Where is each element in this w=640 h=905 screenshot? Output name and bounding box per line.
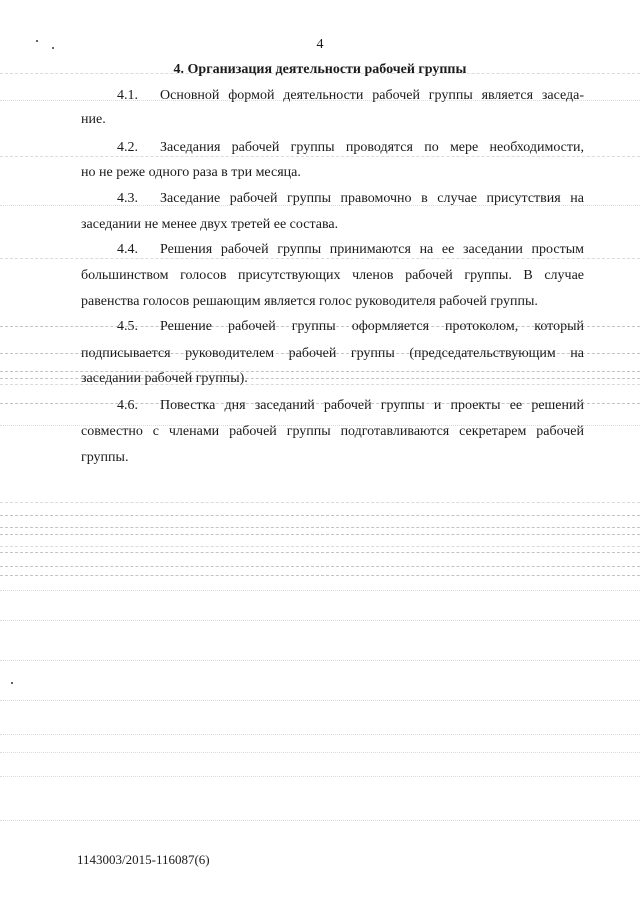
paragraph-line: подписывается руководителем рабочей группы (председательствующим на — [81, 346, 584, 361]
scan-artifact-line — [0, 590, 640, 591]
paragraph-line: Заседания рабочей группы проводятся по мере необходимости, — [160, 140, 584, 155]
scan-artifact-line — [0, 546, 640, 547]
scan-artifact-line — [0, 575, 640, 576]
scan-artifact-line — [0, 527, 640, 528]
scan-artifact-line — [0, 660, 640, 661]
paragraph-line: группы. — [81, 450, 129, 465]
scan-artifact-line — [0, 752, 640, 753]
item-number: 4.6. — [117, 398, 138, 413]
scan-artifact-line — [0, 502, 640, 503]
section-title: 4. Организация деятельности рабочей группы — [173, 62, 467, 77]
paragraph-line: равенства голосов решающим является голос руководителя рабочей группы. — [81, 294, 538, 309]
scan-artifact-line — [0, 734, 640, 735]
paragraph-line: совместно с членами рабочей группы подготавливаются секретарем рабочей — [81, 424, 584, 439]
scan-artifact-line — [0, 776, 640, 777]
paragraph-line: Решения рабочей группы принимаются на ее заседании простым — [160, 242, 584, 257]
paragraph-line: Решение рабочей группы оформляется протоколом, который — [160, 319, 584, 334]
item-number: 4.1. — [117, 88, 138, 103]
scan-artifact-line — [0, 156, 640, 157]
paragraph-line: большинством голосов присутствующих членов рабочей группы. В случае — [81, 268, 584, 283]
scan-artifact-line — [0, 820, 640, 821]
paragraph-line: заседании рабочей группы). — [81, 371, 248, 386]
scan-artifact-line — [0, 515, 640, 516]
item-number: 4.5. — [117, 319, 138, 334]
scan-artifact-line — [0, 566, 640, 567]
paragraph-line: но не реже одного раза в три месяца. — [81, 165, 301, 180]
paragraph-line: ние. — [81, 112, 106, 127]
paragraph-line: Заседание рабочей группы правомочно в случае присутствия на — [160, 191, 584, 206]
item-number: 4.3. — [117, 191, 138, 206]
paragraph-line: Основной формой деятельности рабочей группы является заседа- — [160, 88, 584, 103]
document-code: 1143003/2015-116087(6) — [77, 852, 210, 867]
item-number: 4.4. — [117, 242, 138, 257]
scan-speck — [11, 682, 13, 684]
page-number: 4 — [316, 37, 324, 52]
scan-artifact-line — [0, 620, 640, 621]
scan-artifact-line — [0, 258, 640, 259]
item-number: 4.2. — [117, 140, 138, 155]
scan-artifact-line — [0, 552, 640, 553]
scan-artifact-line — [0, 700, 640, 701]
paragraph-line: Повестка дня заседаний рабочей группы и проекты ее решений — [160, 398, 584, 413]
scan-artifact-line — [0, 534, 640, 535]
paragraph-line: заседании не менее двух третей ее состава. — [81, 217, 339, 232]
